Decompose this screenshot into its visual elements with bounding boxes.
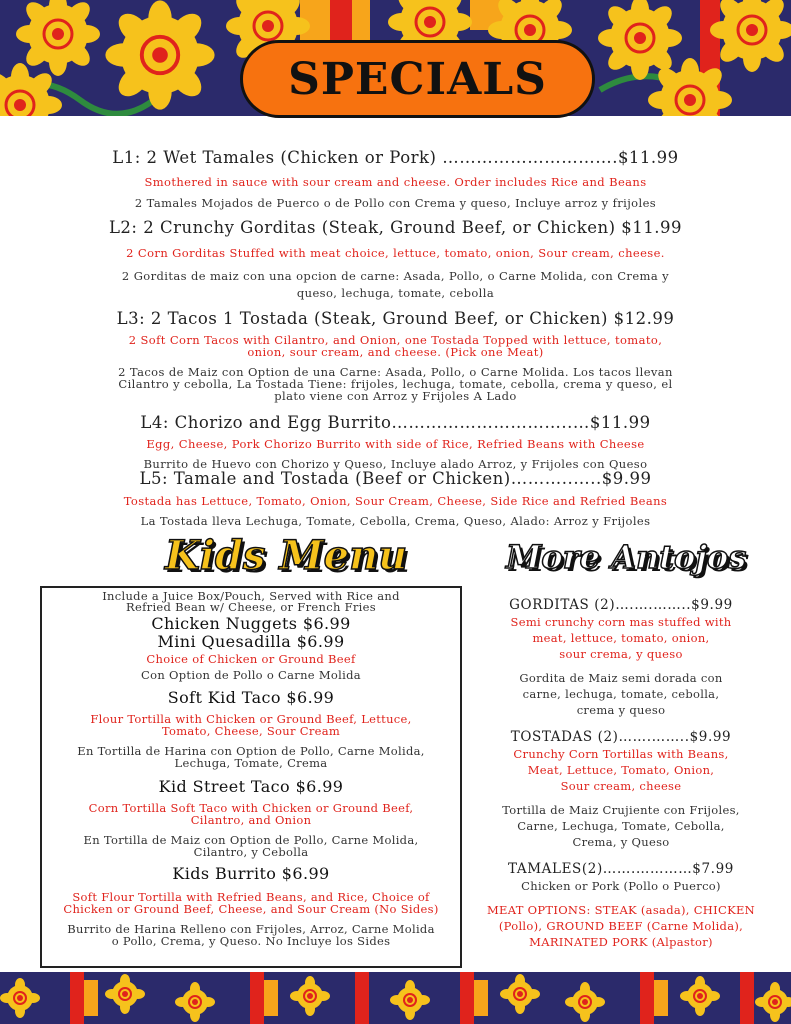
kids-mini-quesadilla: Mini Quesadilla $6.99 bbox=[157, 632, 345, 651]
special-l2-description-en: 2 Corn Gorditas Stuffed with meat choice, lettuce, tomato, onion, Sour cream, cheese. bbox=[126, 246, 665, 260]
kids-soft-taco-es-2: Lechuga, Tomate, Crema bbox=[174, 756, 328, 770]
kids-burrito-es-2: o Pollo, Crema, y Queso. No Incluye los Sides bbox=[111, 934, 391, 948]
antojos-gorditas-en-3: sour crema, y queso bbox=[559, 647, 683, 661]
antojos-gorditas-es-3: crema y queso bbox=[576, 703, 666, 717]
antojos-gorditas-es-2: carne, lechuga, tomate, cebolla, bbox=[522, 687, 720, 701]
antojos-tostadas-es-3: Crema, y Queso bbox=[572, 835, 670, 849]
special-l1-description-es: 2 Tamales Mojados de Puerco o de Pollo con Crema y queso, Incluye arroz y frijoles bbox=[134, 196, 657, 210]
special-l5-description-en: Tostada has Lettuce, Tomato, Onion, Sour Cream, Cheese, Side Rice and Refried Beans bbox=[123, 494, 668, 508]
kids-street-taco: Kid Street Taco $6.99 bbox=[158, 777, 344, 796]
kids-street-taco-en-1: Corn Tortilla Soft Taco with Chicken or Ground Beef, bbox=[88, 801, 414, 815]
kids-soft-taco: Soft Kid Taco $6.99 bbox=[167, 688, 335, 707]
meat-options-3: MARINATED PORK (Alpastor) bbox=[529, 935, 713, 949]
antojos-gorditas-en-2: meat, lettuce, tomato, onion, bbox=[532, 631, 710, 645]
antojos-tostadas-en-2: Meat, Lettuce, Tomato, Onion, bbox=[527, 763, 715, 777]
kids-intro-2: Refried Bean w/ Cheese, or French Fries bbox=[126, 600, 376, 614]
antojos-tamales: TAMALES(2)…….…………$7.99 bbox=[508, 861, 734, 877]
special-l2-description-es-1: 2 Gorditas de maiz con una opcion de carne: Asada, Pollo, o Carne Molida, con Crema y bbox=[121, 269, 670, 283]
kids-quesadilla-es: Con Option de Pollo o Carne Molida bbox=[141, 668, 361, 682]
antojos-gorditas-en-1: Semi crunchy corn mas stuffed with bbox=[510, 615, 732, 629]
kids-burrito: Kids Burrito $6.99 bbox=[172, 864, 330, 883]
meat-options-2: (Pollo), GROUND BEEF (Carne Molida), bbox=[498, 919, 744, 933]
floral-bottom-border bbox=[0, 972, 791, 1024]
antojos-tostadas-es-1: Tortilla de Maiz Crujiente con Frijoles, bbox=[502, 803, 740, 817]
special-l1-title: L1: 2 Wet Tamales (Chicken or Pork) ………………………….$11.99 bbox=[112, 148, 679, 167]
special-l3-description-es-3: plato viene con Arroz y Frijoles A Lado bbox=[274, 389, 517, 403]
special-l5-title: L5: Tamale and Tostada (Beef or Chicken)………..…..$9.99 bbox=[139, 469, 652, 488]
kids-quesadilla-en: Choice of Chicken or Ground Beef bbox=[146, 652, 356, 666]
kids-burrito-en-2: Chicken or Ground Beef, Cheese, and Sour Cream (No Sides) bbox=[63, 902, 439, 916]
special-l3-description-en-2: onion, sour cream, and cheese. (Pick one Meat) bbox=[247, 345, 544, 359]
kids-street-taco-es-1: En Tortilla de Maiz con Option de Pollo, Carne Molida, bbox=[83, 833, 419, 847]
kids-menu-box bbox=[40, 586, 462, 968]
more-antojos-heading: More Antojos bbox=[506, 538, 747, 576]
page-title: SPECIALS bbox=[288, 53, 547, 105]
special-l2-description-es-2: queso, lechuga, tomate, cebolla bbox=[296, 286, 495, 300]
kids-burrito-es-1: Burrito de Harina Relleno con Frijoles, Arroz, Carne Molida bbox=[67, 922, 435, 936]
special-l4-description-en: Egg, Cheese, Pork Chorizo Burrito with side of Rice, Refried Beans with Cheese bbox=[146, 437, 645, 451]
antojos-tostadas-es-2: Carne, Lechuga, Tomate, Cebolla, bbox=[517, 819, 725, 833]
kids-burrito-en-1: Soft Flour Tortilla with Refried Beans, and Rice, Choice of bbox=[72, 890, 430, 904]
kids-soft-taco-es-1: En Tortilla de Harina con Option de Pollo, Carne Molida, bbox=[77, 744, 425, 758]
kids-menu-heading: Kids Menu bbox=[165, 532, 408, 579]
special-l2-title: L2: 2 Crunchy Gorditas (Steak, Ground Beef, or Chicken) $11.99 bbox=[108, 218, 683, 237]
special-l3-description-es-1: 2 Tacos de Maiz con Option de una Carne: Asada, Pollo, o Carne Molida. Los tacos llevan bbox=[118, 365, 673, 379]
kids-street-taco-es-2: Cilantro, y Cebolla bbox=[193, 845, 309, 859]
kids-street-taco-en-2: Cilantro, and Onion bbox=[190, 813, 312, 827]
meat-options-1: MEAT OPTIONS: STEAK (asada), CHICKEN bbox=[486, 903, 756, 917]
kids-soft-taco-en-1: Flour Tortilla with Chicken or Ground Beef, Lettuce, bbox=[90, 712, 412, 726]
kids-soft-taco-en-2: Tomato, Cheese, Sour Cream bbox=[161, 724, 341, 738]
sunflower-icon bbox=[598, 0, 682, 80]
kids-chicken-nuggets: Chicken Nuggets $6.99 bbox=[151, 614, 351, 633]
special-l3-description-es-2: Cilantro y cebolla, La Tostada Tiene: frijoles, lechuga, tomate, cebolla, crema y queso, el bbox=[118, 377, 673, 391]
floral-pattern-bottom bbox=[0, 972, 791, 1024]
specials-title-badge bbox=[240, 40, 595, 118]
special-l3-description-en-1: 2 Soft Corn Tacos with Cilantro, and Onion, one Tostada Topped with lettuce, tomato, bbox=[128, 333, 663, 347]
special-l1-description-en: Smothered in sauce with sour cream and cheese. Order includes Rice and Beans bbox=[144, 175, 647, 189]
kids-intro-1: Include a Juice Box/Pouch, Served with Rice and bbox=[102, 589, 400, 603]
antojos-tostadas-en-1: Crunchy Corn Tortillas with Beans, bbox=[513, 747, 729, 761]
special-l5-description-es: La Tostada lleva Lechuga, Tomate, Cebolla, Crema, Queso, Alado: Arroz y Frijoles bbox=[140, 514, 651, 528]
antojos-gorditas-es-1: Gordita de Maiz semi dorada con bbox=[519, 671, 723, 685]
antojos-gorditas: GORDITAS (2)….….……..$9.99 bbox=[509, 597, 733, 613]
special-l4-title: L4: Chorizo and Egg Burrito…………………………..…$11.99 bbox=[140, 413, 651, 432]
sunflower-icon bbox=[105, 0, 214, 109]
special-l4-description-es: Burrito de Huevo con Chorizo y Queso, Incluye alado Arroz, y Frijoles con Queso bbox=[143, 457, 648, 471]
antojos-tostadas-en-3: Sour cream, cheese bbox=[560, 779, 682, 793]
antojos-tostadas: TOSTADAS (2)…….……..$9.99 bbox=[510, 729, 732, 745]
special-l3-title: L3: 2 Tacos 1 Tostada (Steak, Ground Beef, or Chicken) $12.99 bbox=[116, 309, 675, 328]
antojos-tamales-sub: Chicken or Pork (Pollo o Puerco) bbox=[521, 879, 721, 893]
